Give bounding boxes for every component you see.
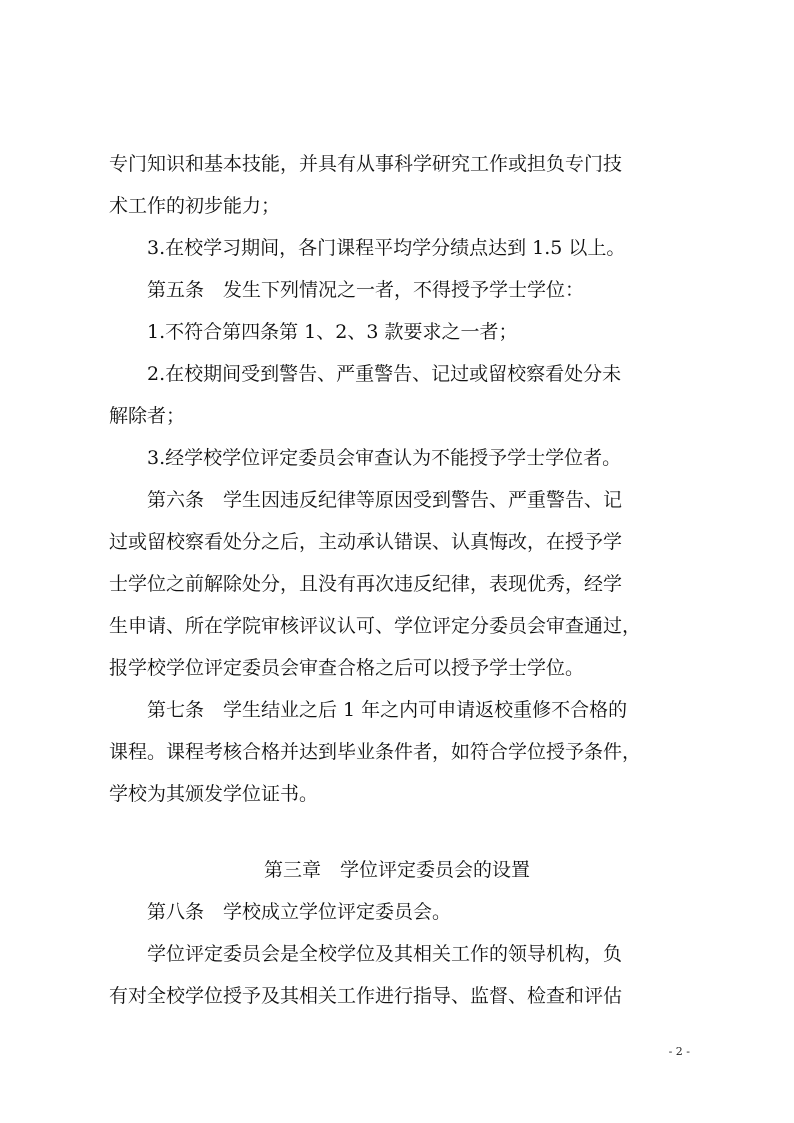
paragraph-line: 过或留校察看处分之后，主动承认错误、认真悔改，在授予学 [109, 531, 623, 553]
article-line: 第七条 学生结业之后 1 年之内可申请返校重修不合格的 [147, 699, 628, 721]
paragraph-line: 生申请、所在学院审核评议认可、学位评定分委员会审查通过， [109, 615, 642, 637]
paragraph-line: 2.在校期间受到警告、严重警告、记过或留校察看处分未 [147, 363, 622, 385]
paragraph-line: 解除者； [109, 405, 186, 427]
paragraph-line: 士学位之前解除处分，且没有再次违反纪律，表现优秀，经学 [109, 573, 623, 595]
paragraph-line: 报学校学位评定委员会审查合格之后可以授予学士学位。 [109, 657, 585, 679]
paragraph-line: 课程。课程考核合格并达到毕业条件者，如符合学位授予条件， [109, 741, 642, 763]
article-line: 第五条 发生下列情况之一者，不得授予学士学位： [147, 279, 585, 301]
paragraph-line: 专门知识和基本技能，并具有从事科学研究工作或担负专门技 [109, 153, 623, 175]
paragraph-line: 有对全校学位授予及其相关工作进行指导、监督、检查和评估 [109, 985, 623, 1007]
page-number: - 2 - [668, 1045, 690, 1058]
paragraph-line: 3.在校学习期间，各门课程平均学分绩点达到 1.5 以上。 [147, 237, 626, 259]
paragraph-line: 学位评定委员会是全校学位及其相关工作的领导机构，负 [147, 943, 623, 965]
paragraph-line: 3.经学校学位评定委员会审查认为不能授予学士学位者。 [147, 447, 622, 469]
article-line: 第八条 学校成立学位评定委员会。 [147, 901, 452, 923]
article-line: 第六条 学生因违反纪律等原因受到警告、严重警告、记 [147, 489, 623, 511]
chapter-heading: 第三章 学位评定委员会的设置 [263, 859, 530, 881]
paragraph-line: 学校为其颁发学位证书。 [109, 783, 319, 805]
paragraph-line: 术工作的初步能力； [109, 195, 281, 217]
paragraph-line: 1.不符合第四条第 1、2、3 款要求之一者； [147, 321, 518, 343]
